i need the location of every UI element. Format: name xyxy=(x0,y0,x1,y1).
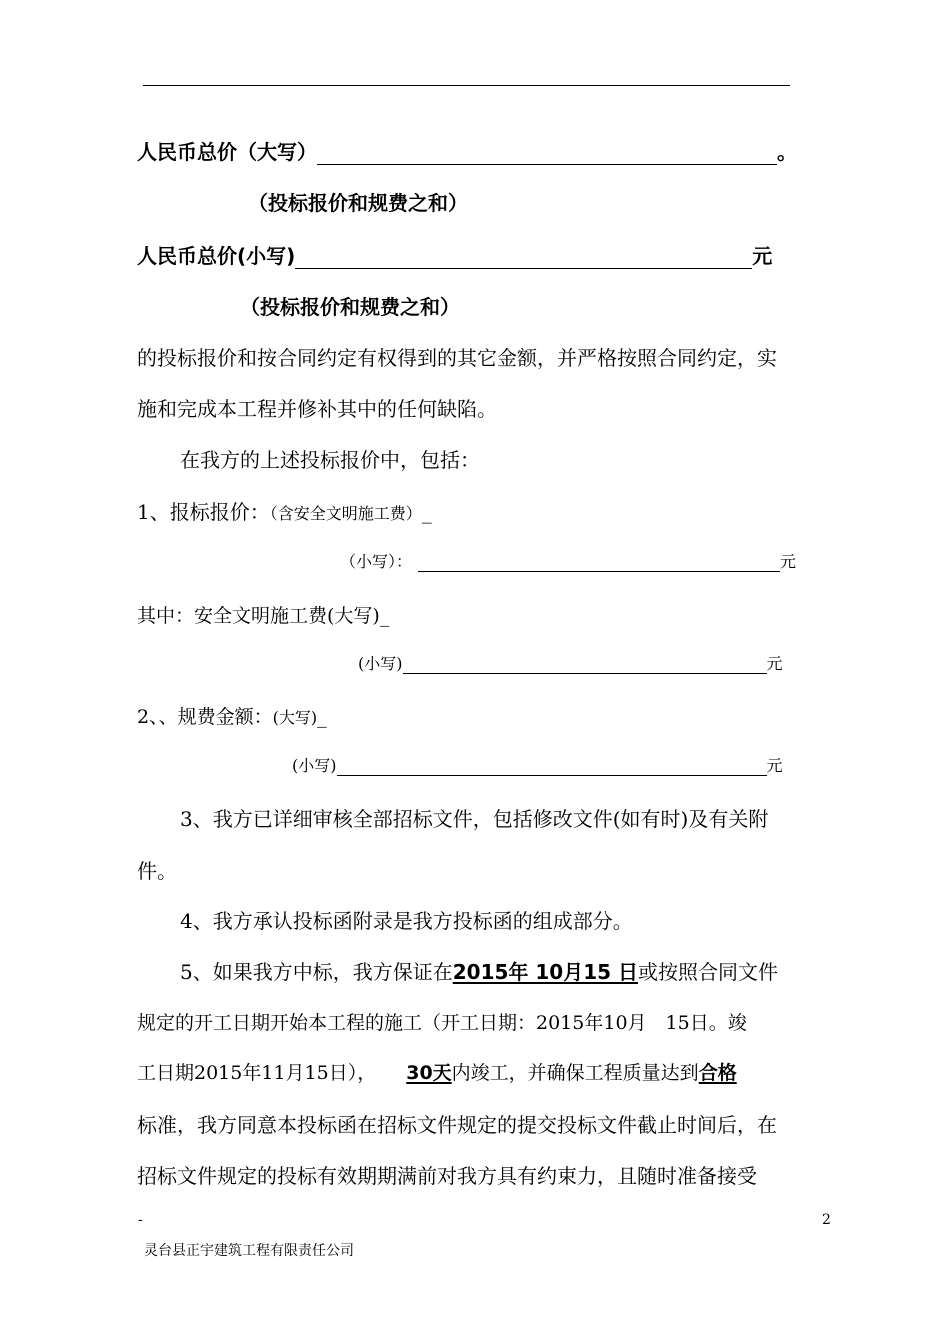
total-lower-blank xyxy=(295,244,752,269)
para-5-line-3 xyxy=(137,1058,737,1085)
item-1-lower-blank xyxy=(418,552,780,572)
note-1: （投标报价和规费之和） xyxy=(248,191,468,215)
total-upper-blank xyxy=(317,140,777,165)
safety-lower-label: (小写) xyxy=(358,654,403,673)
para-5-date: 2015年 10月15 日 xyxy=(452,960,638,984)
para-1-line-2: 施和完成本工程并修补其中的任何缺陷。 xyxy=(137,397,497,421)
safety-lower-unit: 元 xyxy=(766,654,783,673)
para-4: 4、我方承认投标函附录是我方投标函的组成部分。 xyxy=(180,909,633,933)
item-2-upper: (大写) xyxy=(272,708,318,727)
para-5-line-2: 规定的开工日期开始本工程的施工（开工日期：2015年10月 15日。竣 xyxy=(137,1012,747,1034)
para-5-prefix: 5、如果我方中标，我方保证在 xyxy=(180,960,453,984)
item-2-lower-unit: 元 xyxy=(766,756,783,775)
item-1-lower-unit: 元 xyxy=(780,552,797,571)
safety-tail: _ xyxy=(379,605,390,627)
item-2-lower-blank xyxy=(337,756,767,776)
item-1-row xyxy=(137,496,432,525)
para-5-line-5: 招标文件规定的投标有效期期满前对我方具有约束力，且随时准备接受 xyxy=(137,1164,757,1188)
footer-dash: - xyxy=(138,1212,143,1228)
para-5-line-4: 标准，我方同意本投标函在招标文件规定的提交投标文件截止时间后，在 xyxy=(137,1113,777,1137)
footer-company: 灵台县正宇建筑工程有限责任公司 xyxy=(144,1243,354,1259)
para-3-line-1: 3、我方已详细审核全部招标文件，包括修改文件(如有时)及有关附 xyxy=(180,807,769,831)
item-1-lower-row xyxy=(340,549,796,572)
item-2-tail: _ xyxy=(317,706,327,728)
total-lower-unit: 元 xyxy=(752,244,773,268)
item-1-tail: _ xyxy=(421,500,432,524)
top-rule xyxy=(143,85,790,86)
item-1-label: 1、报标报价： xyxy=(137,500,270,524)
safety-row xyxy=(137,601,389,628)
item-1-note: （含安全文明施工费） xyxy=(269,504,422,523)
page-number: 2 xyxy=(822,1212,831,1228)
para-5-suffix: 或按照合同文件 xyxy=(638,960,778,984)
safety-label: 其中：安全文明施工费(大写) xyxy=(137,605,380,627)
para-5-quality: 合格 xyxy=(698,1062,737,1084)
item-2-row xyxy=(137,702,327,729)
item-2-lower-label: (小写) xyxy=(292,756,337,775)
total-upper-row xyxy=(137,136,797,165)
total-upper-end: 。 xyxy=(777,140,797,164)
item-2-label: 2、、规费金额： xyxy=(137,706,273,728)
para-5-days xyxy=(376,1062,451,1084)
para-3-line-2: 件。 xyxy=(137,859,177,883)
para-5-days-text: 30天 xyxy=(406,1062,452,1084)
item-2-lower-row xyxy=(292,753,783,776)
para-1-line-1: 的投标报价和按合同约定有权得到的其它金额，并严格按照合同约定，实 xyxy=(137,346,777,370)
para-5-end-date: 工日期2015年11月15日）， xyxy=(137,1062,377,1084)
total-lower-row xyxy=(137,240,772,269)
total-lower-label: 人民币总价(小写) xyxy=(137,244,296,268)
para-2: 在我方的上述投标报价中，包括： xyxy=(180,448,480,472)
total-upper-label: 人民币总价（大写） xyxy=(137,140,317,164)
note-2: （投标报价和规费之和） xyxy=(240,295,460,319)
item-1-lower-label: （小写）： xyxy=(340,552,413,571)
para-5-line-1 xyxy=(180,956,778,985)
safety-lower-blank xyxy=(403,654,767,674)
safety-lower-row xyxy=(358,651,783,674)
para-5-completion: 内竣工，并确保工程质量达到 xyxy=(451,1062,699,1084)
